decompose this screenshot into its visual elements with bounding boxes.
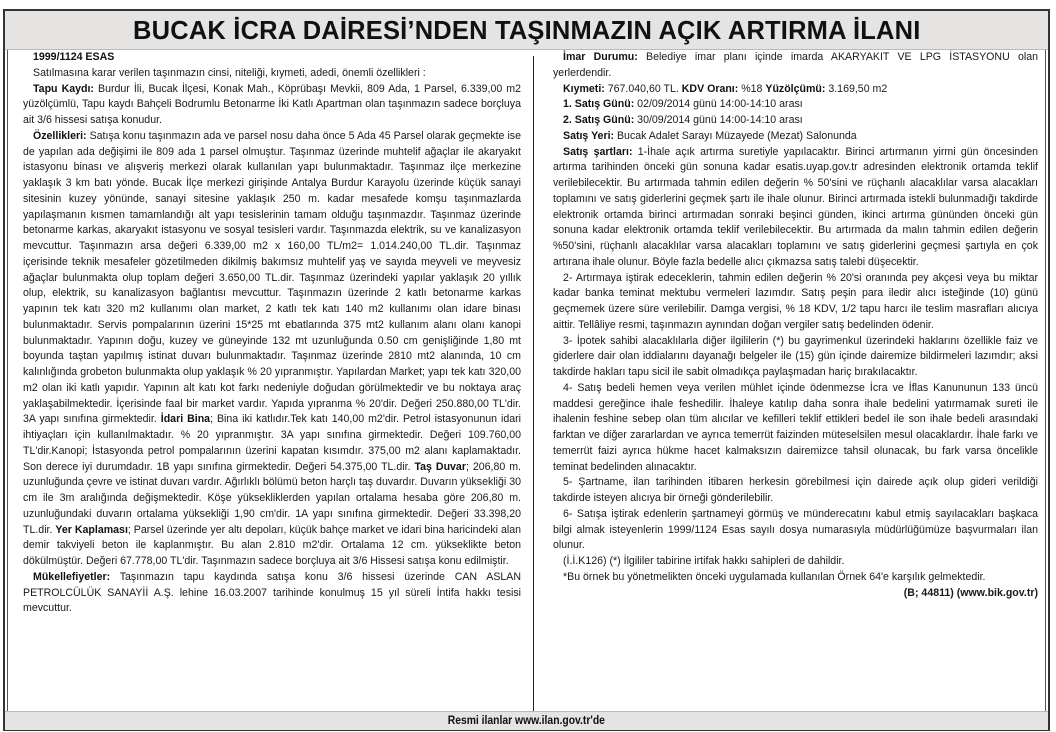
sartlar-paragraph-3: 3- İpotek sahibi alacaklılarla diğer ilgililerin (*) bu gayrimenkul üzerindeki haklarını özellikle faiz ve giderlere dair olan iddialarını dayanağı belgeler ile (15) gün içinde dairemize bildirmeleri lazımdır; aksi takdirde hakları tapu sicil ile sabit olmadıkça paylaşmadan hariç bırakılacaktır. bbox=[553, 334, 1038, 378]
sartlar-paragraph-4: 4- Satış bedeli hemen veya verilen mühlet içinde ödenmezse İcra ve İflas Kanununun 133 üncü maddesi gereğince ihale feshedilir. İhaleye katılıp daha sonra ihale bedelini yatırmamak sureti ile ihalenin feshine sebep olan tüm alıcılar ve kefilleri teklif ettikleri bedel ile son ihale bedeli arasındaki farktan ve diğer zararlardan ve ayrıca temerrüt faizinden müteselsilen mesul olacaklardır. İhale farkı ve temerrüt faizi ayrıca hükme hacet kalmaksızın dairemizce tahsil olunacak, bu fark varsa öncelikle teminat bedelinden alınacaktır. bbox=[553, 381, 1038, 473]
idari-label: İdari Bina bbox=[160, 413, 211, 426]
tas-duvar-label: Taş Duvar bbox=[414, 460, 466, 473]
ozellik-paragraph: Özellikleri: Satışa konu taşınmazın ada ve parsel nosu daha önce 5 Ada 45 Parsel olarak geçmekte ise de yapılan ada değişimi ile 809 ada 1 parsel olmuştur. Taşınmaz üzerinde muhtelif ağaçlar ile akaryakıt istasyonu binası ve alışveriş merkezi olarak kullanılan yapı bulunmaktadır. Taşınmaz ilçe merkezine yaklaşık 3 km batı yönde. Bucak İlçe merkezi girişinde Antalya Burdur Karayolu üzerinde küçük sanayi sitesinin kuzey yönünde, sanayi sitesine yaklaşık 250 m. kadar mesafede komşu taşınmazlarda yapılaşmanın kısmen tamamlandığı alt yapı tesislerinin tamam olduğu taşınmazdır. Taşınmaz üzerinde betonarme karkas, akaryakıt istasyonu ve sosyal tesisleri vardır. Taşınmazda elektrik, su ve kanalizasyon mevcuttur. Taşınmazın arsa değeri 6.339,00 m2 x 160,00 TL/m2= 1.014.240,00 TL.dir. Taşınmaz içerisinde teknik mesafeler gözetilmeden dikilmiş bakımsız muhtelif yaş ve sayıda meyveli ve meyvesiz ağaçlar bulunmakta olup toplam değeri 3.650,00 TL.dir. Taşınmaz üzerindeki yapılar yaklaşık 20 yıllık olup, elektrik, su kanalizasyon bağlantısı mevcuttur. Taşınmazın üzerinde 2 katlı betonarme karkas yapının tek katı 320 m2 kullanımı olan market, 2 katlı tek katı 140 m2 kullanımı olan idare binası bulunmaktadır. Servis pompalarının üzerini 15*25 mt ebatlarında 375 mt2 kullanım alanı olanı kanopi bulunmaktadır. Yapının doğu, kuzey ve güneyinde 132 mt uzunluğunda 0.50 cm genişliğinde 1,80 mt boyunda taştan yapılmış istinat duvarı bulunmaktadır. Taşınmaz üzerinde 2810 mt2 alanında, 10 cm kalınlığında grobeton bulunmakta olup yaklaşık % 20 yıpranmıştır. Yapılardan Market; yapı tek katı 320,00 m2 olan iki katlı yapıdır. Yapının alt katı kot farkı nedeniyle doğudan görülmektedir ve bu noktaya araç yaklaşabilmektedir. İçerisinde faal bir market vardır. Yapıda yıpranma % 20'dir. Değeri 250.880,00 TL'dir. 3A yapı sınıfına girmektedir. İdari Bina; Bina iki katlıdır.Tek katı 140,00 m2'dir. Petrol istasyonunun idari ihtiyaçları için kullanılmaktadır. % 20 yıpranmıştır. 3A yapı sınıfına girmektedir. Değeri 109.760,00 TL'dir.Kanopi; İstasyonda petrol pompalarının üzerini kapatan kısımdır. 375,00 m2 alanı kaplamaktadır. Son derece iyi durumdadır. 1B yapı sınıfına girmektedir. Değeri 54.375,00 TL.dir. Taş Duvar; 206,80 m. uzunluğunda çevre ve istinat duvarı vardır. Ağırlıklı bölümü beton harçlı taş duvardır. Duvarın yüksekliği 30 cm ile 3m aralığında değişmektedir. Köşe yüksekliklerden yapılan ortalama hesaba göre 206,80 m. uzunluğundaki duvarın ortalama yüksekliği 1,90 cm'dir. 1A yapı sınıfına girmektedir. Değeri 33.398,20 TL.dir. Yer Kaplaması; Parsel üzerinde yer altı depoları, küçük bahçe market ve idari bina haricindeki alan demir takviyeli beton ile kaplanmıştır. Bu alan 2.810 m2'dir. Ortalama 12 cm. yükseklikte beton dökülmüştür. Değeri 67.778,00 TL'dir. Taşınmazın sadece borçluya ait 3/6 Hissesi satışa konu edilmiştir. bbox=[23, 129, 522, 567]
left-column bbox=[23, 50, 521, 617]
satis-2-line: 2. Satış Günü: 30/09/2014 günü 14:00-14:10 arası bbox=[563, 114, 803, 126]
footer-text: Resmi ilanlar www.ilan.gov.tr'de bbox=[447, 715, 606, 727]
ozellik-label: Özellikleri: bbox=[33, 129, 87, 142]
note-iik: (İ.İ.K126) (*) İlgililer tabirine irtifak hakkı sahipleri de dahildir. bbox=[563, 555, 845, 567]
page-title: BUCAK İCRA DAİRESİ’NDEN TAŞINMAZIN AÇIK ARTIRMA İLANI bbox=[132, 14, 921, 45]
right-column bbox=[553, 50, 1038, 601]
imar-paragraph: İmar Durumu: Belediye imar planı içinde imarda AKARYAKIT VE LPG İSTASYONU olan yerlerdendir. bbox=[553, 51, 1038, 79]
title-band bbox=[5, 11, 1048, 50]
sartlar-paragraph-2: 2- Artırmaya iştirak edeceklerin, tahmin edilen değerin % 20'si oranında pey akçesi veya bu miktar kadar banka teminat mektubu vermeleri lazımdır. Satış peşin para iledir alıcı isteğinde (10) günü geçmemek üzere süre verilebilir. Damga vergisi, % 18 KDV, 1/2 tapu harcı ile teslim masrafları alıcıya aittir. Tellâliye resmi, taşınmazın aynından doğan vergiler satış bedelinden ödenir. bbox=[553, 271, 1038, 331]
footer-band bbox=[5, 711, 1048, 730]
satis-yeri-line: Satış Yeri: Bucak Adalet Sarayı Müzayede (Mezat) Salonunda bbox=[563, 129, 857, 142]
column-divider bbox=[533, 56, 534, 712]
satis-1-line: 1. Satış Günü: 02/09/2014 günü 14:00-14:10 arası bbox=[563, 98, 803, 111]
case-number: 1999/1124 ESAS bbox=[33, 51, 115, 63]
kiymet-line: Kıymeti: 767.040,60 TL. KDV Oranı: %18 Yüzölçümü: 3.169,50 m2 bbox=[563, 82, 888, 95]
tapu-label: Tapu Kaydı: bbox=[33, 82, 94, 95]
yer-kaplamasi-label: Yer Kaplaması bbox=[55, 523, 128, 536]
tapu-text: Burdur İli, Bucak İlçesi, Konak Mah., Köprübaşı Mevkii, 809 Ada, 1 Parsel, 6.339,00 m2 yüzölçümlü, Tapu kaydı Bahçeli Bodrumlu Betonarme İki Katlı Apartman olan taşınmazın sadece borçluya ait 3/6 hissesi satışa konudur. bbox=[23, 82, 522, 126]
sartlar-paragraph-5: 5- Şartname, ilan tarihinden itibaren herkesin görebilmesi için dairede açık olup gideri verildiği takdirde isteyen alıcıya bir örneği gönderilebilir. bbox=[553, 476, 1038, 504]
mukellefiyet-label: Mükellefiyetler: bbox=[33, 570, 111, 583]
note-ornek: *Bu örnek bu yönetmelikten önceki uygulamada kullanılan Örnek 64'e karşılık gelmektedir. bbox=[563, 570, 986, 583]
reference-code: (B; 44811) (www.bik.gov.tr) bbox=[903, 586, 1038, 599]
tapu-paragraph bbox=[23, 82, 521, 129]
sartlar-paragraph-1: Satış şartları: 1-İhale açık artırma suretiyle yapılacaktır. Birinci artırmanın yirmi gün öncesinden artırma tarihinden önceki gün sonuna kadar esatis.uyap.gov.tr adresinden elektronik ortamda teklif verilebilecektir. Bu artırmada tahmin edilen değerin % 50'sini ve rüçhanlı alacaklılar varsa alacakları toplamını ve satış giderlerini geçmek şartı ile ihale olunur. Birinci artırmada istekli bulunmadığı takdirde elektronik ortamda birinci artırmadan sonraki beşinci günden, ikinci artırma gününden önceki gün sonuna kadar elektronik ortamda teklif verilebilecektir. Bu artırmada da malın tahmin edilen değerin %50'sini, rüçhanlı alacaklılar varsa alacakları toplamını ve satış giderlerini geçmesi şartıyla en çok artırana ihale olunur. Böyle fazla bedelle alıcı çıkmazsa satış talebi düşecektir. bbox=[553, 145, 1038, 268]
mukellefiyet-paragraph: Mükellefiyetler: Taşınmazın tapu kaydında satışa konu 3/6 hissesi üzerinde CAN ASLAN PETROLCÜLÜK SANAYİİ A.Ş. lehine 16.03.2007 tarihinde konulmuş 15 yıl süreli İntifa hakkı tesisi mevcuttur. bbox=[23, 570, 521, 615]
sartlar-paragraph-6: 6- Satışa iştirak edenlerin şartnameyi görmüş ve münderecatını kabul etmiş sayılacakları başkaca bilgi almak isteyenlerin 1999/1124 Esas sayılı dosya numarasıyla müdürlüğümüze başvurmaları ilan olunur. bbox=[553, 507, 1038, 552]
intro-text: Satılmasına karar verilen taşınmazın cinsi, niteliği, kıymeti, adedi, önemli özellikleri : bbox=[33, 66, 426, 79]
